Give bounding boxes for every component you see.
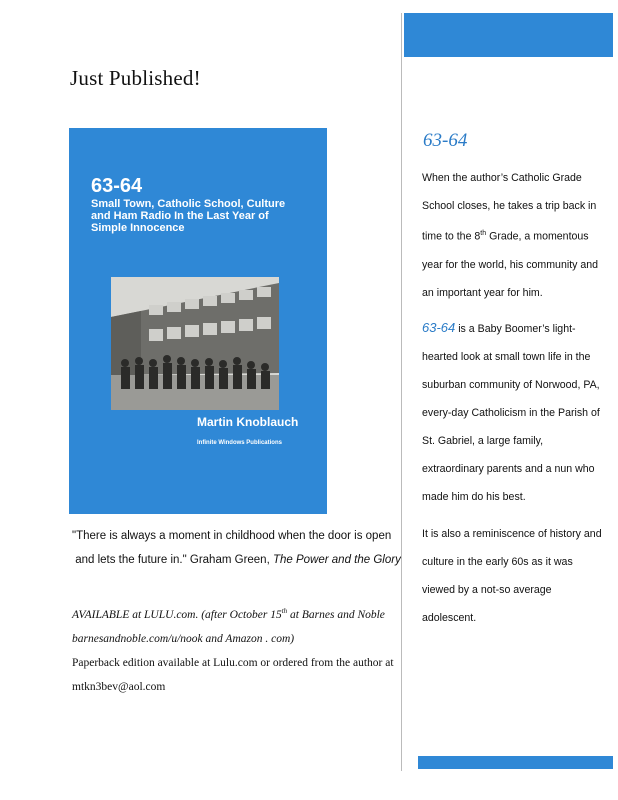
sidebar-p2-title: 63-64 bbox=[422, 320, 456, 335]
sidebar-title: 63-64 bbox=[423, 130, 468, 151]
availability-email: mtkn3bev@aol.com bbox=[72, 680, 166, 693]
sidebar-paragraph-3: It is also a reminiscence of history and culture in the early 60s as it was viewed by a not-so average adolescent. bbox=[422, 528, 602, 624]
quote-source-title: The Power and the Glory bbox=[272, 554, 401, 566]
cover-title: 63-64 bbox=[91, 175, 143, 197]
cover-subtitle: Small Town, Catholic School, Culture and Ham Radio In the Last Year of Simple Innocence bbox=[91, 198, 286, 234]
availability-line-2: barnesandnoble.com/u/nook and Amazon . com) bbox=[72, 632, 295, 645]
book-quote bbox=[72, 524, 402, 572]
quote-line-1: "There is always a moment in childhood when the door is open bbox=[72, 530, 392, 542]
availability-line-1 bbox=[72, 599, 412, 627]
sidebar-p1-sup: th bbox=[480, 230, 487, 237]
sidebar-paragraph-1 bbox=[422, 164, 604, 307]
availability-line-1a: AVAILABLE at LULU.com. (after October 15 bbox=[72, 608, 282, 621]
headline: Just Published! bbox=[70, 66, 201, 90]
book-cover bbox=[69, 128, 327, 514]
availability-line-3: Paperback edition available at Lulu.com or ordered from the author at bbox=[72, 656, 394, 669]
availability-sup: th bbox=[281, 607, 288, 615]
availability-info bbox=[72, 599, 412, 699]
quote-line-2 bbox=[72, 548, 402, 572]
quote-text: and lets the future in." Graham Green, bbox=[75, 554, 273, 566]
cover-author: Martin Knoblauch bbox=[197, 415, 299, 429]
sidebar-p1-a: When the author’s Catholic Grade School closes, he takes a trip back in time to the 8 bbox=[422, 172, 597, 243]
availability-line-1b: at Barnes and Noble bbox=[287, 608, 385, 621]
sidebar-p2-text: is a Baby Boomer’s light-hearted look at small town life in the suburban community of Norwood, PA, every-day Catholicism in the Parish of St. Gabriel, a large family, extraordinary parents and a nun who made him do his best. bbox=[422, 323, 600, 503]
sidebar-p1-b: Grade, a momentous year for the world, his community and an important year for him. bbox=[422, 230, 599, 299]
sidebar-bottom-bar bbox=[418, 756, 613, 769]
sidebar-paragraph-2 bbox=[422, 314, 604, 511]
cover-publisher: Infinite Windows Publications bbox=[197, 440, 282, 446]
sidebar-top-bar bbox=[404, 13, 613, 57]
cover-photo bbox=[111, 277, 279, 410]
